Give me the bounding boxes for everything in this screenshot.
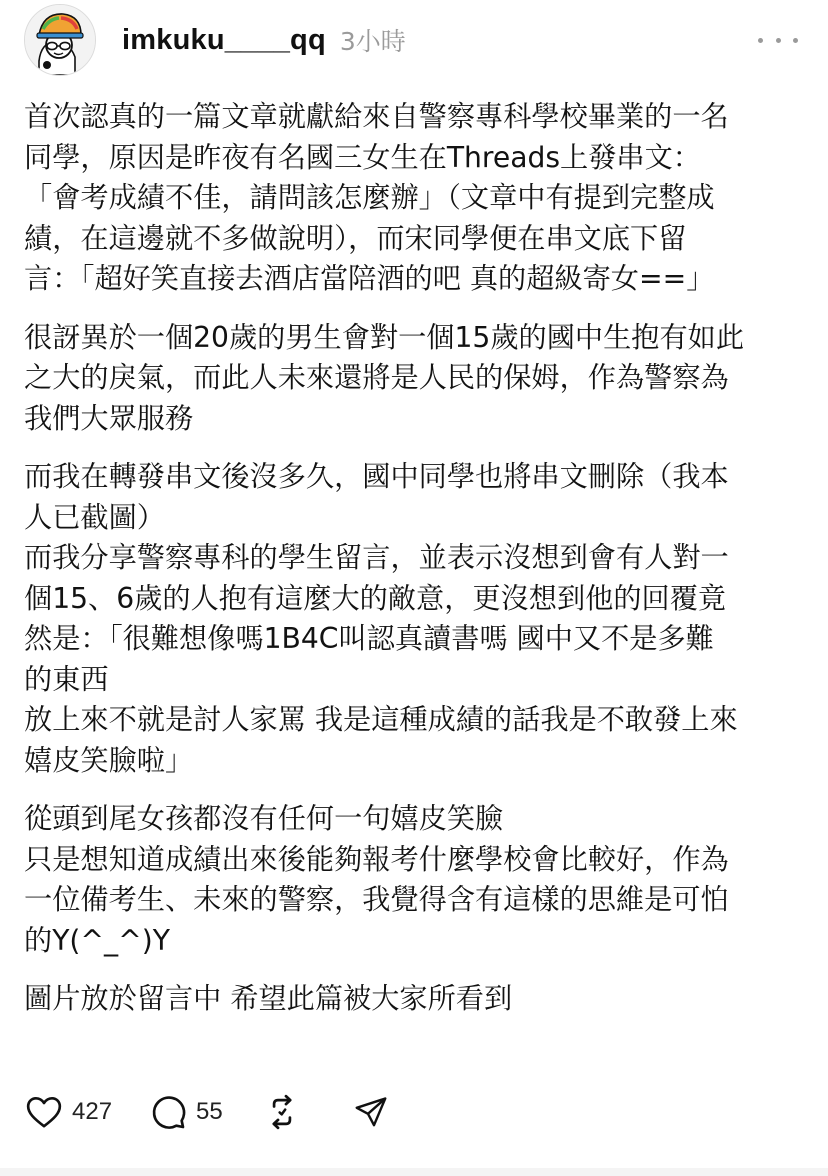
comment-count: 55 xyxy=(196,1098,223,1125)
post-text-line: 績，在這邊就不多做說明），而宋同學便在串文底下留 xyxy=(24,221,687,255)
post-text-line: 之大的戾氣，而此人未來還將是人民的保姆，作為警察為 xyxy=(24,361,729,394)
post-text-line: 的東西 xyxy=(24,662,109,696)
post-text-line: 很訝異於一個20歲的男生會對一個15歲的國中生抱有如此 xyxy=(24,320,745,354)
send-icon xyxy=(353,1094,389,1130)
post-paragraph xyxy=(24,979,814,1020)
post-paragraph xyxy=(24,457,814,781)
repost-icon xyxy=(263,1093,301,1131)
post-text-line: 個15、6歲的人抱有這麼大的敵意，更沒想到他的回覆竟 xyxy=(24,581,727,615)
post-paragraph xyxy=(24,97,814,300)
post-text-line: 言：「超好笑直接去酒店當陪酒的吧 真的超級寄女==」 xyxy=(24,262,715,295)
post-paragraph xyxy=(24,799,814,961)
more-icon-dot xyxy=(776,38,781,43)
repost-button[interactable] xyxy=(263,1093,301,1131)
post-text-line: 嬉皮笑臉啦」 xyxy=(24,743,194,777)
post-text-line: 「會考成績不佳，請問該怎麼辦」（文章中有提到完整成 xyxy=(24,181,715,214)
post-text-line: 只是想知道成績出來後能夠報考什麼學校會比較好，作為 xyxy=(24,842,729,876)
heart-icon xyxy=(24,1092,64,1132)
username[interactable]: imkuku____qq xyxy=(122,23,326,56)
post-header xyxy=(24,4,804,76)
post-actions-bar xyxy=(24,1090,389,1134)
post-text-line: 首次認真的一篇文章就獻給來自警察專科學校畢業的一名 xyxy=(24,100,729,133)
more-options-button[interactable] xyxy=(758,30,798,50)
comment-bubble-icon xyxy=(148,1092,188,1132)
post-text-line: 一位備考生、未來的警察，我覺得含有這樣的思維是可怕 xyxy=(24,883,729,916)
post-text-line: 從頭到尾女孩都沒有任何一句嬉皮笑臉 xyxy=(24,802,504,835)
post-text-line: 人已截圖） xyxy=(24,500,165,534)
post-text-line: 而我在轉發串文後沒多久，國中同學也將串文刪除（我本 xyxy=(24,460,729,493)
like-button[interactable] xyxy=(24,1092,112,1132)
avatar[interactable] xyxy=(24,4,96,76)
post-text-line: 而我分享警察專科的學生留言，並表示沒想到會有人對一 xyxy=(24,541,729,574)
post-paragraph xyxy=(24,318,814,440)
post-text-line: 同學，原因是昨夜有名國三女生在Threads上發串文： xyxy=(24,140,701,174)
avatar-illustration xyxy=(25,5,95,75)
post-text-line: 我們大眾服務 xyxy=(24,401,194,435)
post-text-line: 放上來不就是討人家罵 我是這種成績的話我是不敢發上來 xyxy=(24,703,738,736)
like-count: 427 xyxy=(72,1098,113,1125)
post-timestamp: 3小時 xyxy=(339,27,406,56)
post-body xyxy=(24,97,814,1038)
comment-button[interactable] xyxy=(148,1092,223,1132)
post-text-line: 的Y(^_^)Y xyxy=(24,923,170,957)
bottom-divider xyxy=(0,1168,828,1176)
post-text-line: 然是：「很難想像嗎1B4C叫認真讀書嗎 國中又不是多難 xyxy=(24,622,714,655)
more-icon-dot xyxy=(793,38,798,43)
post-text-line: 圖片放於留言中 希望此篇被大家所看到 xyxy=(24,982,513,1015)
share-button[interactable] xyxy=(353,1094,389,1130)
more-icon-dot xyxy=(758,38,763,43)
